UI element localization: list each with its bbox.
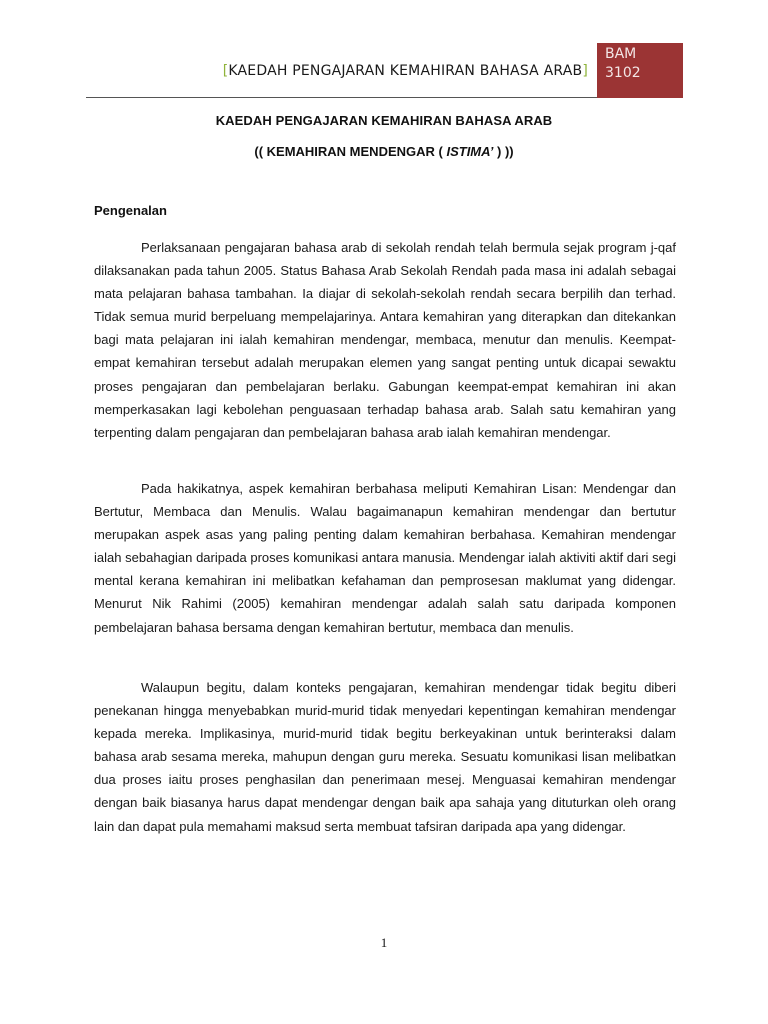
subtitle-italic: ISTIMA’ — [446, 144, 494, 159]
course-code-box — [597, 43, 683, 98]
header-close-bracket: ] — [582, 63, 588, 79]
subtitle-prefix: (( KEMAHIRAN MENDENGAR ( — [254, 144, 447, 159]
header-divider — [86, 97, 597, 98]
section-heading: Pengenalan — [94, 203, 167, 218]
document-subtitle — [0, 144, 768, 159]
header-open-bracket: [ — [222, 63, 229, 79]
course-code-line1: BAM — [605, 46, 637, 62]
page-header — [0, 0, 768, 100]
subtitle-suffix: ) )) — [493, 144, 514, 159]
page-number: 1 — [380, 935, 388, 950]
body-paragraph: Walaupun begitu, dalam konteks pengajaran, kemahiran mendengar tidak begitu diberi penekanan hingga menyebabkan murid-murid tidak menyedari kepentingan kemahiran mendengar kepada mereka. Implikasinya, murid-murid tidak begitu berkeyakinan untuk berinteraksi dalam bahasa arab sesama mereka, mahupun dengan guru mereka. Sesuatu komunikasi lisan melibatkan dua proses iaitu proses penghasilan dan penerimaan mesej. Menguasai kemahiran mendengar dengan baik biasanya harus dapat mendengar dengan baik apa sahaja yang dituturkan oleh orang lain dan dapat pula memahami maksud serta membuat tafsiran daripada apa yang didengar. — [94, 680, 676, 834]
document-title: KAEDAH PENGAJARAN KEMAHIRAN BAHASA ARAB — [215, 113, 553, 128]
body-paragraph: Pada hakikatnya, aspek kemahiran berbahasa meliputi Kemahiran Lisan: Mendengar dan Bertutur, Membaca dan Menulis. Walau bagaimanapun kemahiran mendengar dan bertutur merupakan aspek asas yang paling penting dalam kemahiran berbahasa. Kemahiran mendengar ialah sebahagian daripada proses komunikasi antara manusia. Mendengar ialah aktiviti aktif dari segi mental kerana kemahiran ini melibatkan kefahaman dan pemprosesan maklumat yang didengar. Menurut Nik Rahimi (2005) kemahiran mendengar adalah salah satu daripada komponen pembelajaran bahasa bersama dengan kemahiran bertutur, membaca dan menulis. — [94, 481, 676, 635]
header-title-text: KAEDAH PENGAJARAN KEMAHIRAN BAHASA ARAB — [228, 63, 583, 79]
header-title — [223, 63, 588, 79]
body-paragraph: Perlaksanaan pengajaran bahasa arab di sekolah rendah telah bermula sejak program j-qaf dilaksanakan pada tahun 2005. Status Bahasa Arab Sekolah Rendah pada masa ini adalah sebagai mata pelajaran bahasa tambahan. Ia diajar di sekolah-sekolah rendah secara berpilih dan terhad. Tidak semua murid berpeluang mempelajarinya. Antara kemahiran yang diterapkan dan ditekankan bagi mata pelajaran ini ialah kemahiran mendengar, membaca, menutur dan menulis. Keempat-empat kemahiran tersebut adalah merupakan elemen yang sangat penting untuk dicapai sewaktu proses pengajaran dan pembelajaran berlaku. Gabungan keempat-empat kemahiran ini akan memperkasakan lagi kebolehan penguasaan terhadap bahasa arab. Salah satu kemahiran yang terpenting dalam pengajaran dan pembelajaran bahasa arab ialah kemahiran mendengar. — [94, 240, 676, 440]
course-code-line2: 3102 — [605, 65, 641, 81]
